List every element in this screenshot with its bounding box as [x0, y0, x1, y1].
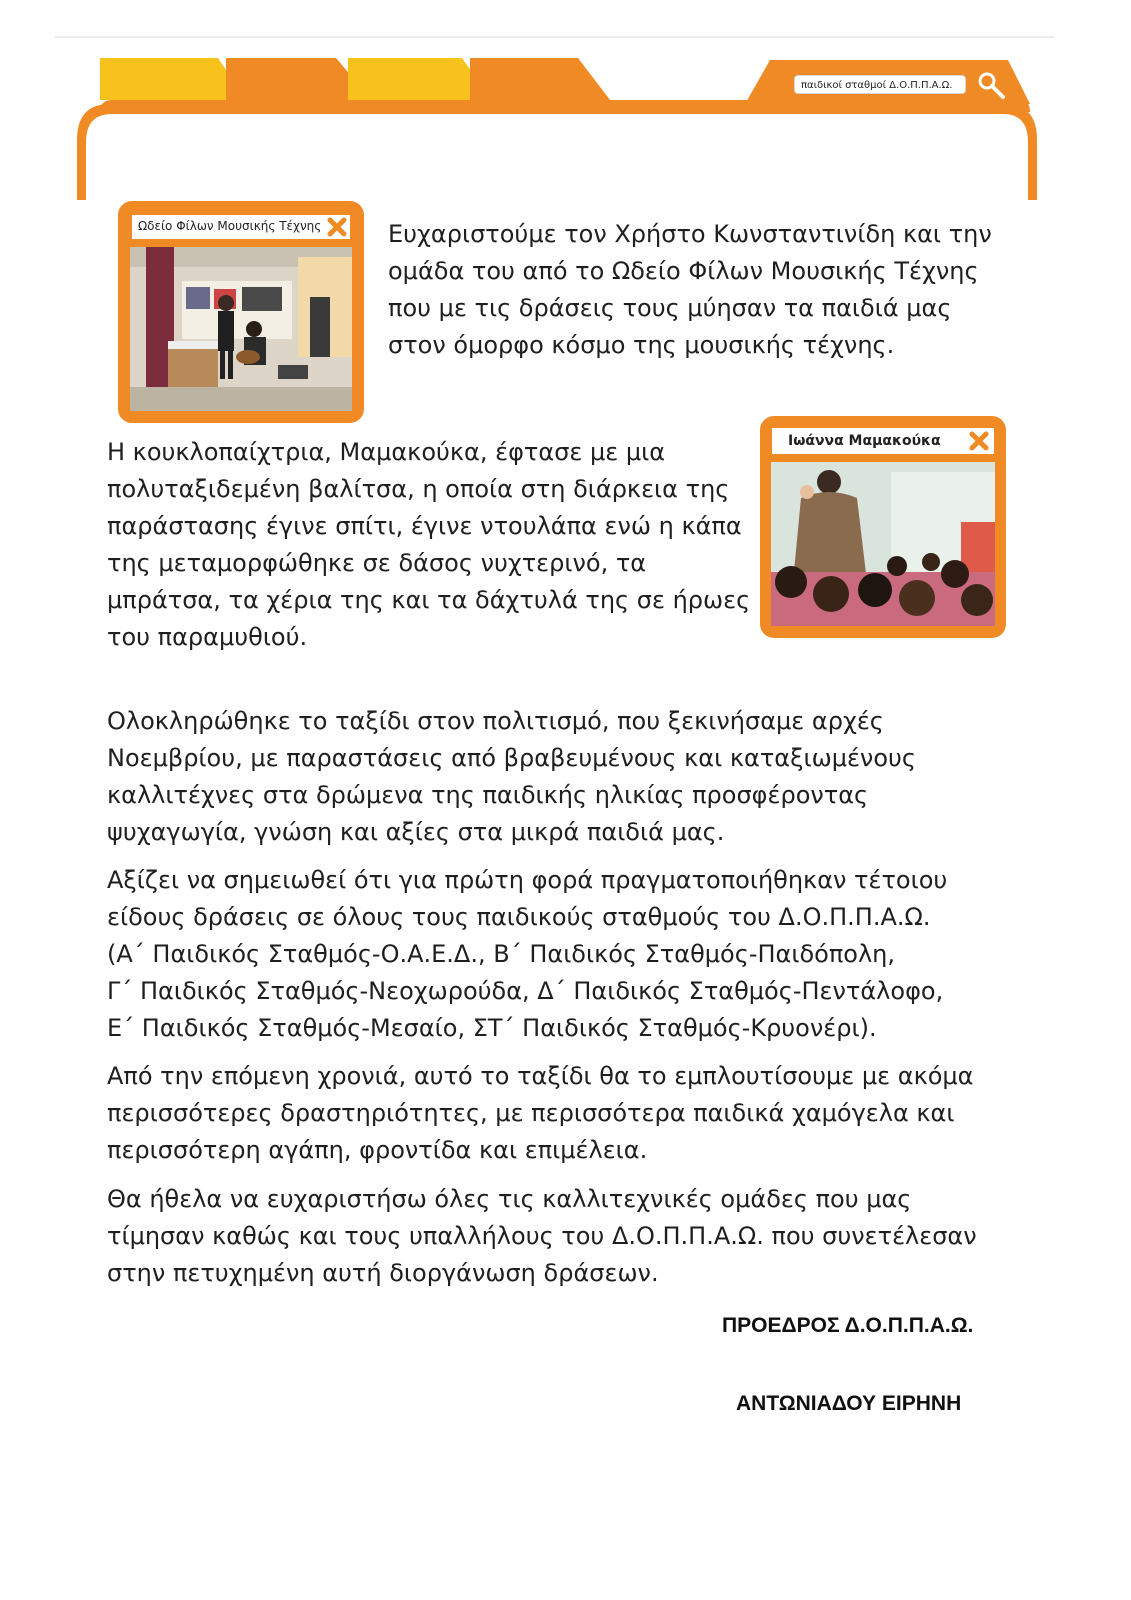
paragraph-thanks-odeio: Ευχαριστούμε τον Χρήστο Κωνσταντινίδη και την ομάδα του από το Ωδείο Φίλων Μουσικής Τέχνης που με τις δράσεις τους μύησαν τα παιδιά μας στον όμορφο κόσμο της μουσικής τέχνης. [388, 220, 992, 359]
paragraph-next-year: Από την επόμενη χρονιά, αυτό το ταξίδι θα το εμπλουτίσουμε με ακόμα περισσότερες δραστηριότητες, με περισσότερα παιδικά χαμόγελα και περισσότερη αγάπη, φροντίδα και επιμέλεια. [107, 1062, 974, 1164]
close-icon[interactable] [968, 430, 990, 452]
header-tab-1[interactable] [100, 58, 246, 100]
paragraph-first-time: Αξίζει να σημειωθεί ότι για πρώτη φορά πραγματοποιήθηκαν τέτοιου είδους δράσεις σε όλους τους παιδικούς σταθμούς του Δ.Ο.Π.Π.Α.Ω. (Α΄ Παιδικός Σταθμός-Ο.Α.Ε.Δ., Β΄ Παιδικός Σταθμός-Παιδόπολη, Γ΄ Παιδικός Σταθμός-Νεοχωρούδα, Δ΄ Παιδικός Σταθμός-Πεντάλοφο, Ε΄ Παιδικός Σταθμός-Μεσαίο, ΣΤ΄ Παιδικός Σταθμός-Κρυονέρι). [107, 866, 948, 1042]
photo-frame-mamakouka [760, 416, 1006, 638]
photo-title: Ιωάννα Μαμακούκα [772, 428, 994, 454]
paragraph-thanks-all: Θα ήθελα να ευχαριστήσω όλες τις καλλιτεχνικές ομάδες που μας τίμησαν καθώς και τους υπαλλήλους του Δ.Ο.Π.Π.Α.Ω. που συνετέλεσαν στην πετυχημένη αυτή διοργάνωση δράσεων. [107, 1185, 977, 1287]
signature-name: ΑΝΤΩΝΙΑΔΟΥ ΕΙΡΗΝΗ [736, 1392, 962, 1415]
close-icon[interactable] [326, 216, 348, 238]
music-performance-photo [130, 247, 352, 411]
search-icon[interactable] [976, 70, 1006, 100]
header-tab-4[interactable] [470, 58, 610, 100]
header-banner [0, 0, 1131, 210]
paragraph-journey-complete: Ολοκληρώθηκε το ταξίδι στον πολιτισμό, που ξεκινήσαμε αρχές Νοεμβρίου, με παραστάσεις από βραβευμένους και καταξιωμένους καλλιτέχνες στα δρώμενα της παιδικής ηλικίας προσφέροντας ψυχαγωγία, γνώση και αξίες στα μικρά παιδιά μας. [107, 707, 916, 846]
signature-role: ΠΡΟΕΔΡΟΣ Δ.Ο.Π.Π.Α.Ω. [722, 1314, 974, 1337]
search-input[interactable]: παιδικοί σταθμοί Δ.Ο.Π.Π.Α.Ω. [794, 75, 966, 94]
photo-title: Ωδείο Φίλων Μουσικής Τέχνης [132, 215, 350, 239]
puppeteer-photo [771, 462, 995, 626]
paragraph-mamakouka: Η κουκλοπαίχτρια, Μαμακούκα, έφτασε με μια πολυταξιδεμένη βαλίτσα, η οποία στη διάρκεια της παράστασης έγινε σπίτι, έγινε ντουλάπα ενώ η κάπα της μεταμορφώθηκε σε δάσος νυχτερινό, τα μπράτσα, τα χέρια της και τα δάχτυλά της σε ήρωες του παραμυθιού. [107, 438, 751, 651]
photo-frame-odeio [118, 201, 364, 423]
